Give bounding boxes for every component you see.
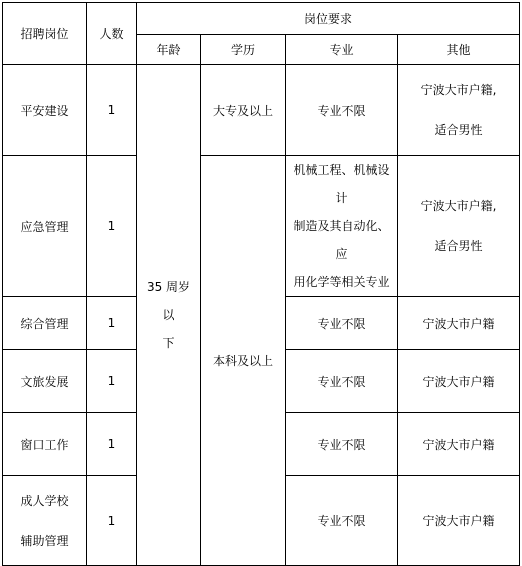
count-cell: 1 bbox=[87, 350, 137, 413]
other-line: 适合男性 bbox=[434, 123, 483, 137]
position-cell bbox=[3, 476, 87, 566]
header-row bbox=[3, 3, 520, 35]
other-line: 宁波大市户籍, bbox=[420, 83, 497, 97]
major-line: 制造及其自动化、应 bbox=[293, 219, 390, 261]
other-cell bbox=[398, 65, 520, 156]
education-cell: 大专及以上 bbox=[201, 65, 286, 156]
other-cell: 宁波大市户籍 bbox=[398, 350, 520, 413]
count-cell: 1 bbox=[87, 413, 137, 476]
education-cell: 本科及以上 bbox=[201, 156, 286, 566]
header-major: 专业 bbox=[286, 35, 398, 65]
age-line: 下 bbox=[162, 336, 175, 350]
major-cell: 专业不限 bbox=[286, 350, 398, 413]
table-row bbox=[3, 156, 520, 297]
major-line: 用化学等相关专业 bbox=[293, 275, 390, 289]
count-cell: 1 bbox=[87, 156, 137, 297]
header-position: 招聘岗位 bbox=[3, 3, 87, 65]
age-cell bbox=[137, 65, 201, 566]
header-other: 其他 bbox=[398, 35, 520, 65]
position-line: 辅助管理 bbox=[20, 533, 69, 548]
position-cell: 综合管理 bbox=[3, 297, 87, 350]
count-cell: 1 bbox=[87, 476, 137, 566]
major-cell: 专业不限 bbox=[286, 65, 398, 156]
other-cell bbox=[398, 156, 520, 297]
other-line: 适合男性 bbox=[434, 239, 483, 253]
position-cell: 窗口工作 bbox=[3, 413, 87, 476]
count-cell: 1 bbox=[87, 297, 137, 350]
major-line: 机械工程、机械设计 bbox=[293, 163, 390, 205]
major-cell: 专业不限 bbox=[286, 297, 398, 350]
recruitment-table bbox=[2, 2, 520, 566]
position-cell: 文旅发展 bbox=[3, 350, 87, 413]
major-cell bbox=[286, 156, 398, 297]
major-cell: 专业不限 bbox=[286, 476, 398, 566]
age-line: 35 周岁以 bbox=[146, 280, 191, 322]
header-education: 学历 bbox=[201, 35, 286, 65]
other-line: 宁波大市户籍, bbox=[420, 199, 497, 213]
count-cell: 1 bbox=[87, 65, 137, 156]
header-requirements: 岗位要求 bbox=[137, 3, 520, 35]
other-cell: 宁波大市户籍 bbox=[398, 297, 520, 350]
other-cell: 宁波大市户籍 bbox=[398, 476, 520, 566]
position-cell: 应急管理 bbox=[3, 156, 87, 297]
table-row bbox=[3, 65, 520, 156]
major-cell: 专业不限 bbox=[286, 413, 398, 476]
position-cell: 平安建设 bbox=[3, 65, 87, 156]
header-age: 年龄 bbox=[137, 35, 201, 65]
other-cell: 宁波大市户籍 bbox=[398, 413, 520, 476]
position-line: 成人学校 bbox=[20, 493, 69, 508]
header-count: 人数 bbox=[87, 3, 137, 65]
